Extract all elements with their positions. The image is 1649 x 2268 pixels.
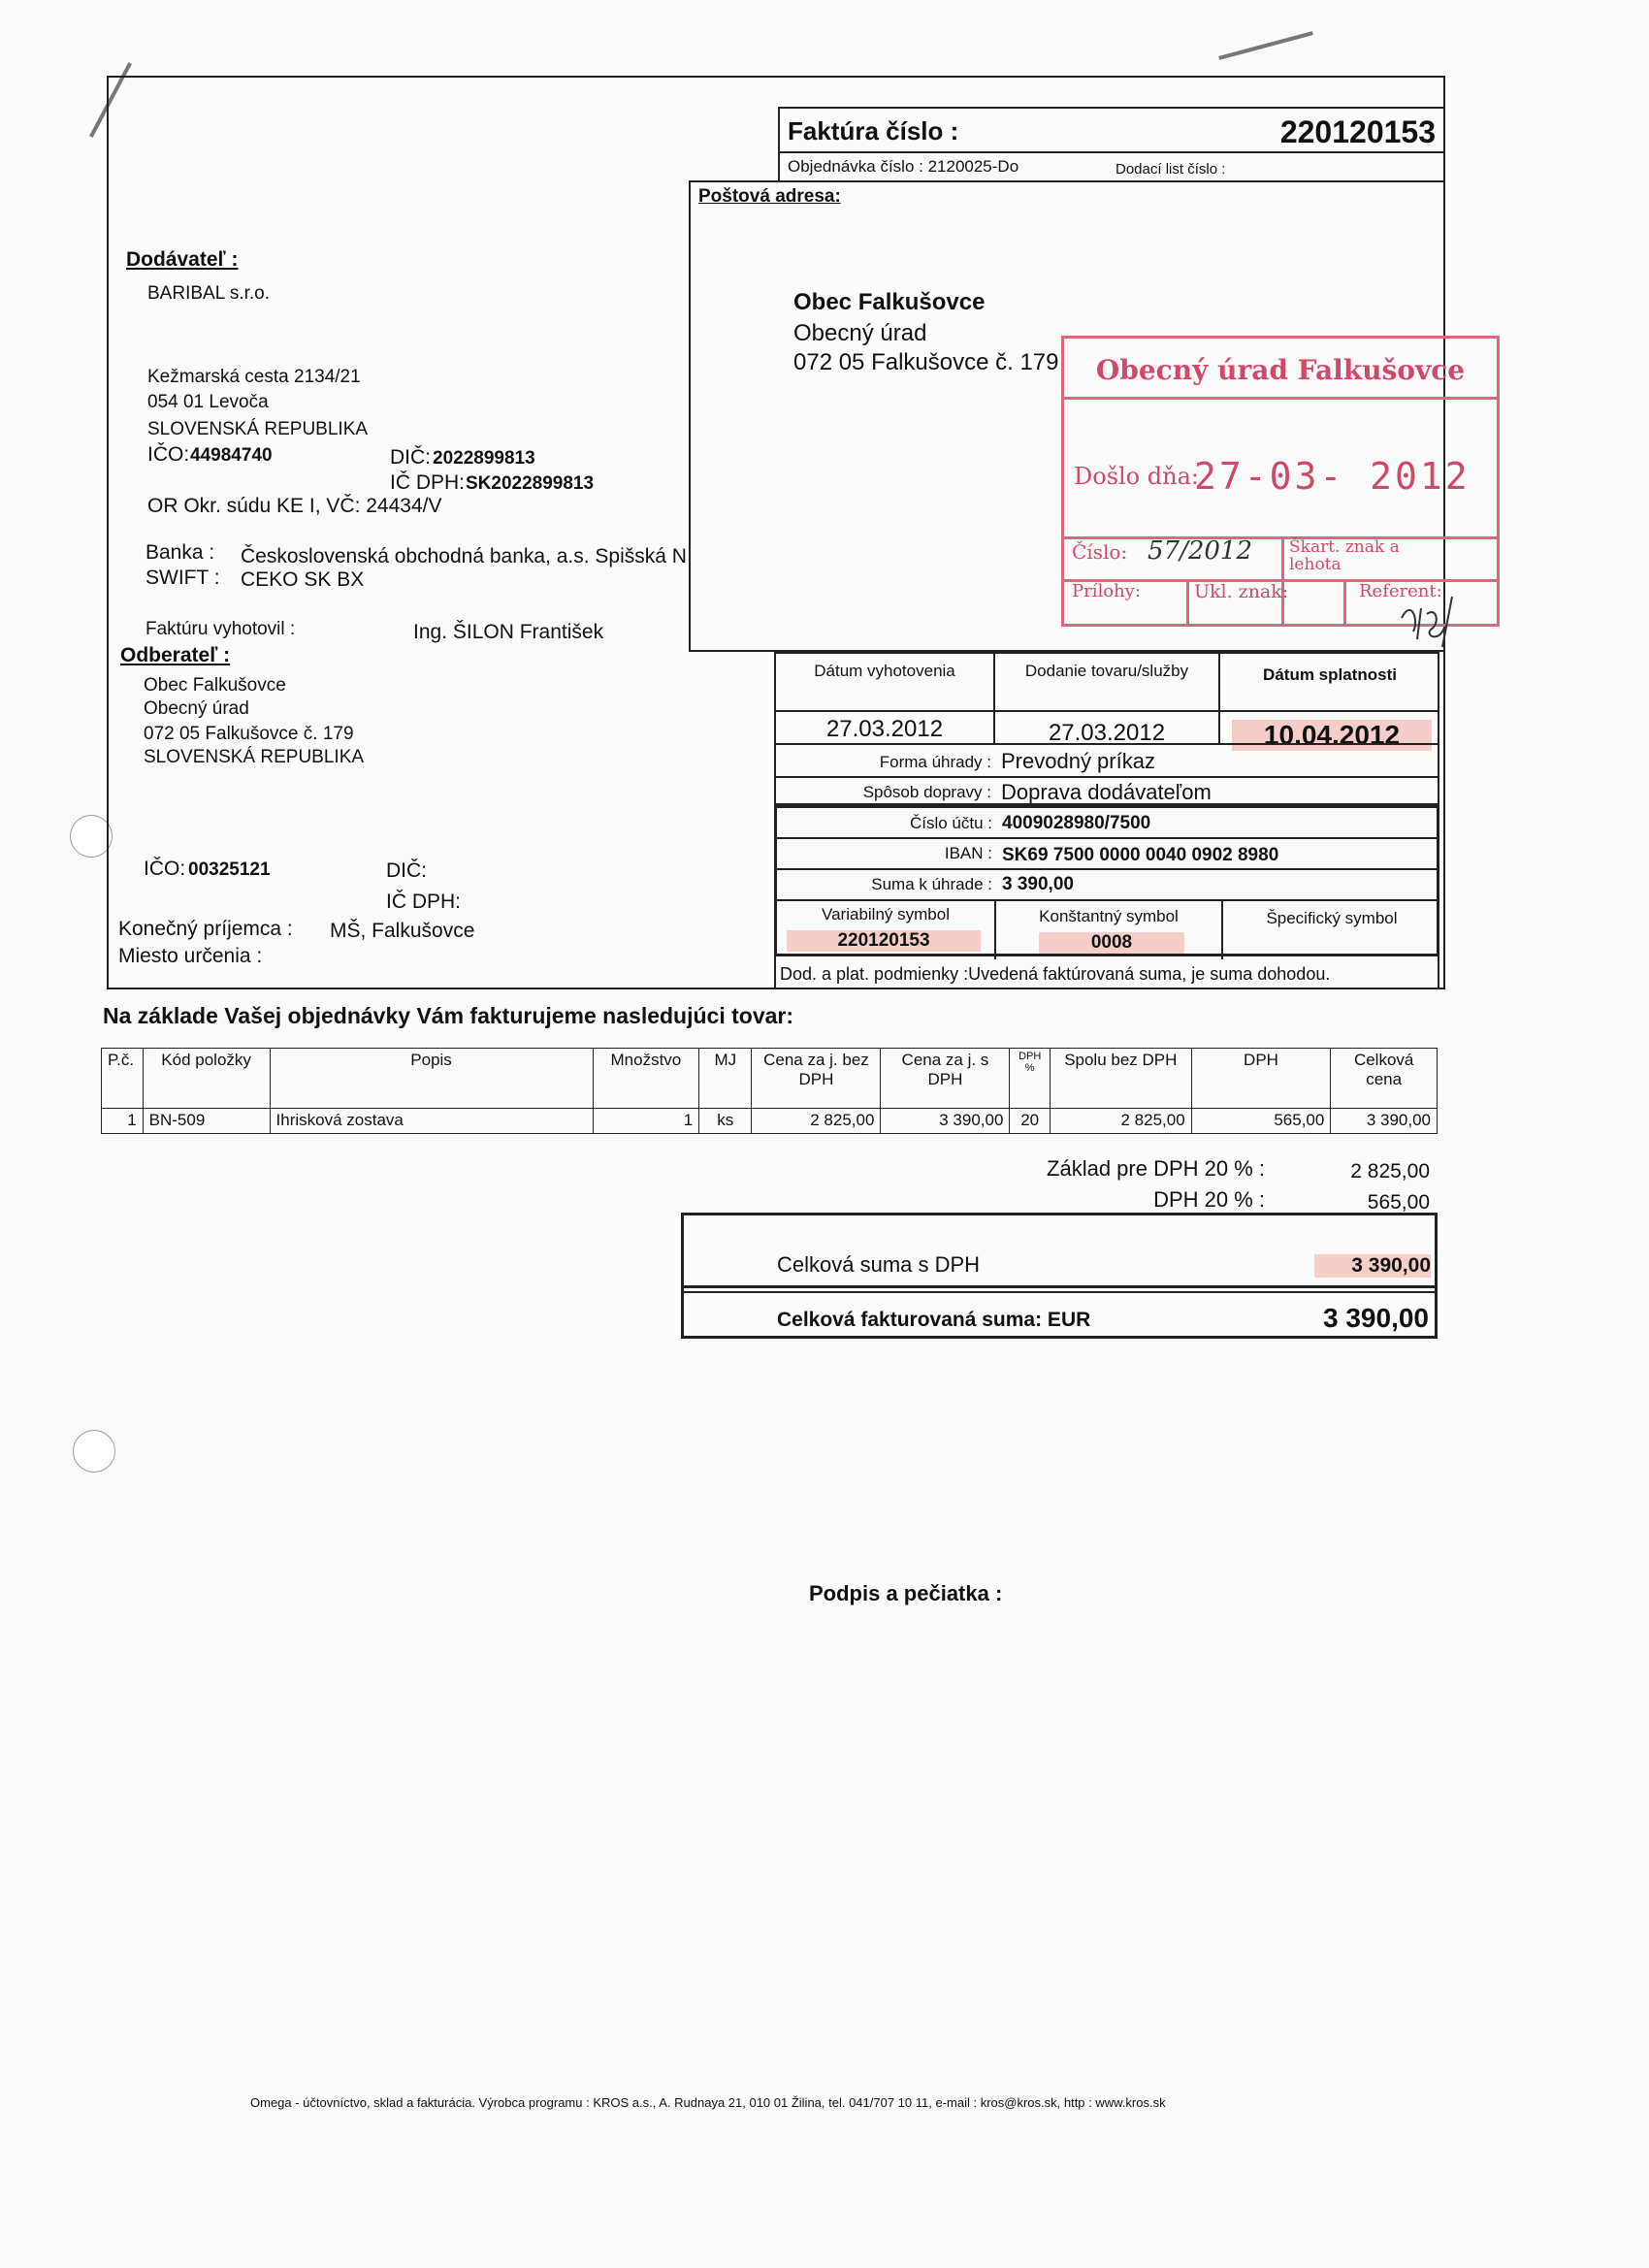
postal-line2: 072 05 Falkušovce č. 179 bbox=[793, 349, 1059, 375]
issue-date: 27.03.2012 bbox=[825, 716, 944, 742]
cell: Ihrisková zostava bbox=[270, 1109, 593, 1134]
customer-line2: 072 05 Falkušovce č. 179 bbox=[144, 724, 354, 744]
customer-line1: Obecný úrad bbox=[144, 698, 249, 719]
cell: 3 390,00 bbox=[881, 1109, 1010, 1134]
destination-label: Miesto určenia : bbox=[118, 945, 263, 967]
invoiced-label: Celková fakturovaná suma: EUR bbox=[777, 1309, 1091, 1331]
cell: 565,00 bbox=[1191, 1109, 1331, 1134]
col-header: MJ bbox=[699, 1049, 752, 1109]
cell: 2 825,00 bbox=[1050, 1109, 1191, 1134]
transport-row bbox=[774, 776, 1439, 805]
col-header: DPH bbox=[1191, 1049, 1331, 1109]
invoice-number: 220120153 bbox=[1279, 114, 1436, 149]
constant-symbol-label: Konštantný symbol bbox=[1039, 907, 1179, 925]
invoice-header-box bbox=[778, 107, 1445, 182]
issued-by-label: Faktúru vyhotovil : bbox=[146, 619, 296, 639]
order-number: Objednávka číslo : 2120025-Do bbox=[788, 157, 1019, 176]
registry-stamp bbox=[1061, 336, 1500, 627]
total-vat: 3 390,00 bbox=[1314, 1254, 1431, 1278]
items-header-row bbox=[102, 1049, 1438, 1109]
amount-due: 3 390,00 bbox=[1002, 874, 1074, 894]
col-header: DPH % bbox=[1010, 1049, 1050, 1109]
issued-by: Ing. ŠILON František bbox=[413, 621, 604, 643]
vat-base-label: Základ pre DPH 20 % : bbox=[1047, 1156, 1265, 1181]
supplier-bank-label: Banka : bbox=[146, 541, 215, 564]
specific-symbol-label: Špecifický symbol bbox=[1266, 909, 1398, 927]
totals-box bbox=[681, 1213, 1438, 1339]
terms-row bbox=[774, 955, 1439, 989]
due-date: 10.04.2012 bbox=[1232, 720, 1432, 751]
amount-label: Suma k úhrade : bbox=[871, 875, 992, 893]
col-header: Cena za j. bez DPH bbox=[752, 1049, 881, 1109]
items-heading: Na základe Vašej objednávky Vám fakturujeme nasledujúci tovar: bbox=[103, 1003, 794, 1028]
cell: 1 bbox=[102, 1109, 144, 1134]
account-label: Číslo účtu : bbox=[909, 814, 992, 832]
cell: 3 390,00 bbox=[1331, 1109, 1438, 1134]
supplier-dic: 2022899813 bbox=[433, 448, 535, 469]
supplier-ico-label: IČO: bbox=[147, 443, 190, 466]
issue-date-label: Dátum vyhotovenia bbox=[814, 662, 955, 680]
supplier-name: BARIBAL s.r.o. bbox=[147, 283, 271, 304]
variable-symbol-label: Variabilný symbol bbox=[822, 905, 950, 923]
supplier-ico: 44984740 bbox=[190, 445, 273, 466]
customer-ico-label: IČO: bbox=[144, 858, 186, 880]
stamp-storage-label: Ukl. znak: bbox=[1194, 581, 1289, 602]
payment-terms: Dod. a plat. podmienky :Uvedená faktúrovaná suma, je suma dohodou. bbox=[780, 964, 1331, 984]
customer-name: Obec Falkušovce bbox=[144, 675, 286, 696]
col-header: Celková cena bbox=[1331, 1049, 1438, 1109]
supplier-icdph-label: IČ DPH: bbox=[390, 471, 466, 494]
punch-hole-bottom bbox=[73, 1430, 115, 1473]
col-header: Spolu bez DPH bbox=[1050, 1049, 1191, 1109]
supplier-bank: Československá obchodná banka, a.s. Spišská N bbox=[241, 545, 687, 567]
iban: SK69 7500 0000 0040 0902 8980 bbox=[1002, 845, 1279, 865]
invoiced-total: 3 390,00 bbox=[1323, 1303, 1429, 1333]
delivery-note-label: Dodací list číslo : bbox=[1116, 161, 1226, 178]
supplier-street: Kežmarská cesta 2134/21 bbox=[147, 367, 361, 387]
cell: 2 825,00 bbox=[752, 1109, 881, 1134]
final-recipient-label: Konečný príjemca : bbox=[118, 918, 293, 940]
stamp-received-date: 27-03- 2012 bbox=[1194, 455, 1471, 498]
payment-form: Prevodný príkaz bbox=[1001, 749, 1155, 773]
footer-text: Omega - účtovníctvo, sklad a fakturácia. Výrobca programu : KROS a.s., A. Rudnaya 21, 010 01 Žilina, tel. 041/707 10 11, e-mail : kros@kros.sk, http : www.kros.sk bbox=[250, 2095, 1166, 2110]
payment-form-row bbox=[774, 743, 1439, 778]
stamp-shred-label: Škart. znak a lehota bbox=[1289, 537, 1400, 574]
vat-label: DPH 20 % : bbox=[1153, 1187, 1265, 1212]
transport: Doprava dodávateľom bbox=[1001, 780, 1212, 804]
supplier-swift: CEKO SK BX bbox=[241, 568, 365, 591]
customer-country: SLOVENSKÁ REPUBLIKA bbox=[144, 747, 365, 767]
customer-ico: 00325121 bbox=[188, 859, 271, 880]
col-header: Množstvo bbox=[593, 1049, 699, 1109]
transport-label: Spôsob dopravy : bbox=[862, 783, 991, 801]
supplier-dic-label: DIČ: bbox=[390, 446, 431, 469]
iban-label: IBAN : bbox=[944, 844, 992, 862]
stamp-number-value: 57/2012 bbox=[1148, 536, 1253, 566]
dates-table bbox=[774, 652, 1439, 750]
col-header: Kód položky bbox=[143, 1049, 270, 1109]
variable-symbol: 220120153 bbox=[787, 930, 981, 952]
cell: ks bbox=[699, 1109, 752, 1134]
stamp-attachments-label: Prílohy: bbox=[1072, 581, 1141, 601]
postal-name: Obec Falkušovce bbox=[793, 289, 986, 315]
supplier-register: OR Okr. súdu KE I, VČ: 24434/V bbox=[147, 495, 442, 517]
staple-mark-right bbox=[1218, 31, 1313, 60]
cell: 20 bbox=[1010, 1109, 1050, 1134]
cell: BN-509 bbox=[143, 1109, 270, 1134]
stamp-number-label: Číslo: bbox=[1072, 540, 1128, 564]
supplier-swift-label: SWIFT : bbox=[146, 567, 220, 589]
customer-label: Odberateľ : bbox=[120, 644, 231, 666]
col-header: Cena za j. s DPH bbox=[881, 1049, 1010, 1109]
items-table bbox=[101, 1048, 1438, 1134]
vat-amount: 565,00 bbox=[1367, 1191, 1430, 1214]
supplier-label: Dodávateľ : bbox=[126, 248, 239, 271]
account-number: 4009028980/7500 bbox=[1002, 813, 1151, 833]
signature-label: Podpis a pečiatka : bbox=[809, 1581, 1003, 1605]
vat-base: 2 825,00 bbox=[1350, 1160, 1430, 1183]
postal-line1: Obecný úrad bbox=[793, 320, 927, 346]
supplier-icdph: SK2022899813 bbox=[466, 473, 595, 494]
stamp-officer-label: Referent: bbox=[1359, 581, 1442, 601]
due-date-label: Dátum splatnosti bbox=[1263, 665, 1397, 684]
constant-symbol: 0008 bbox=[1039, 932, 1184, 954]
delivery-date-label: Dodanie tovaru/služby bbox=[1024, 662, 1189, 680]
final-recipient: MŠ, Falkušovce bbox=[330, 920, 475, 942]
supplier-country: SLOVENSKÁ REPUBLIKA bbox=[147, 419, 369, 439]
postal-label: Poštová adresa: bbox=[698, 186, 841, 207]
col-header: P.č. bbox=[102, 1049, 144, 1109]
payment-form-label: Forma úhrady : bbox=[879, 753, 991, 771]
bank-details-box bbox=[774, 805, 1439, 956]
customer-dic-label: DIČ: bbox=[386, 859, 427, 882]
invoice-title: Faktúra číslo : bbox=[788, 116, 959, 146]
stamp-received-label: Došlo dňa: bbox=[1074, 463, 1199, 490]
supplier-city: 054 01 Levoča bbox=[147, 392, 269, 412]
total-vat-label: Celková suma s DPH bbox=[777, 1252, 981, 1277]
handwritten-initials bbox=[1394, 579, 1471, 657]
customer-icdph-label: IČ DPH: bbox=[386, 891, 462, 913]
table-row bbox=[102, 1109, 1438, 1134]
delivery-date: 27.03.2012 bbox=[1048, 720, 1166, 746]
col-header: Popis bbox=[270, 1049, 593, 1109]
cell: 1 bbox=[593, 1109, 699, 1134]
stamp-title: Obecný úrad Falkušovce bbox=[1095, 354, 1466, 386]
